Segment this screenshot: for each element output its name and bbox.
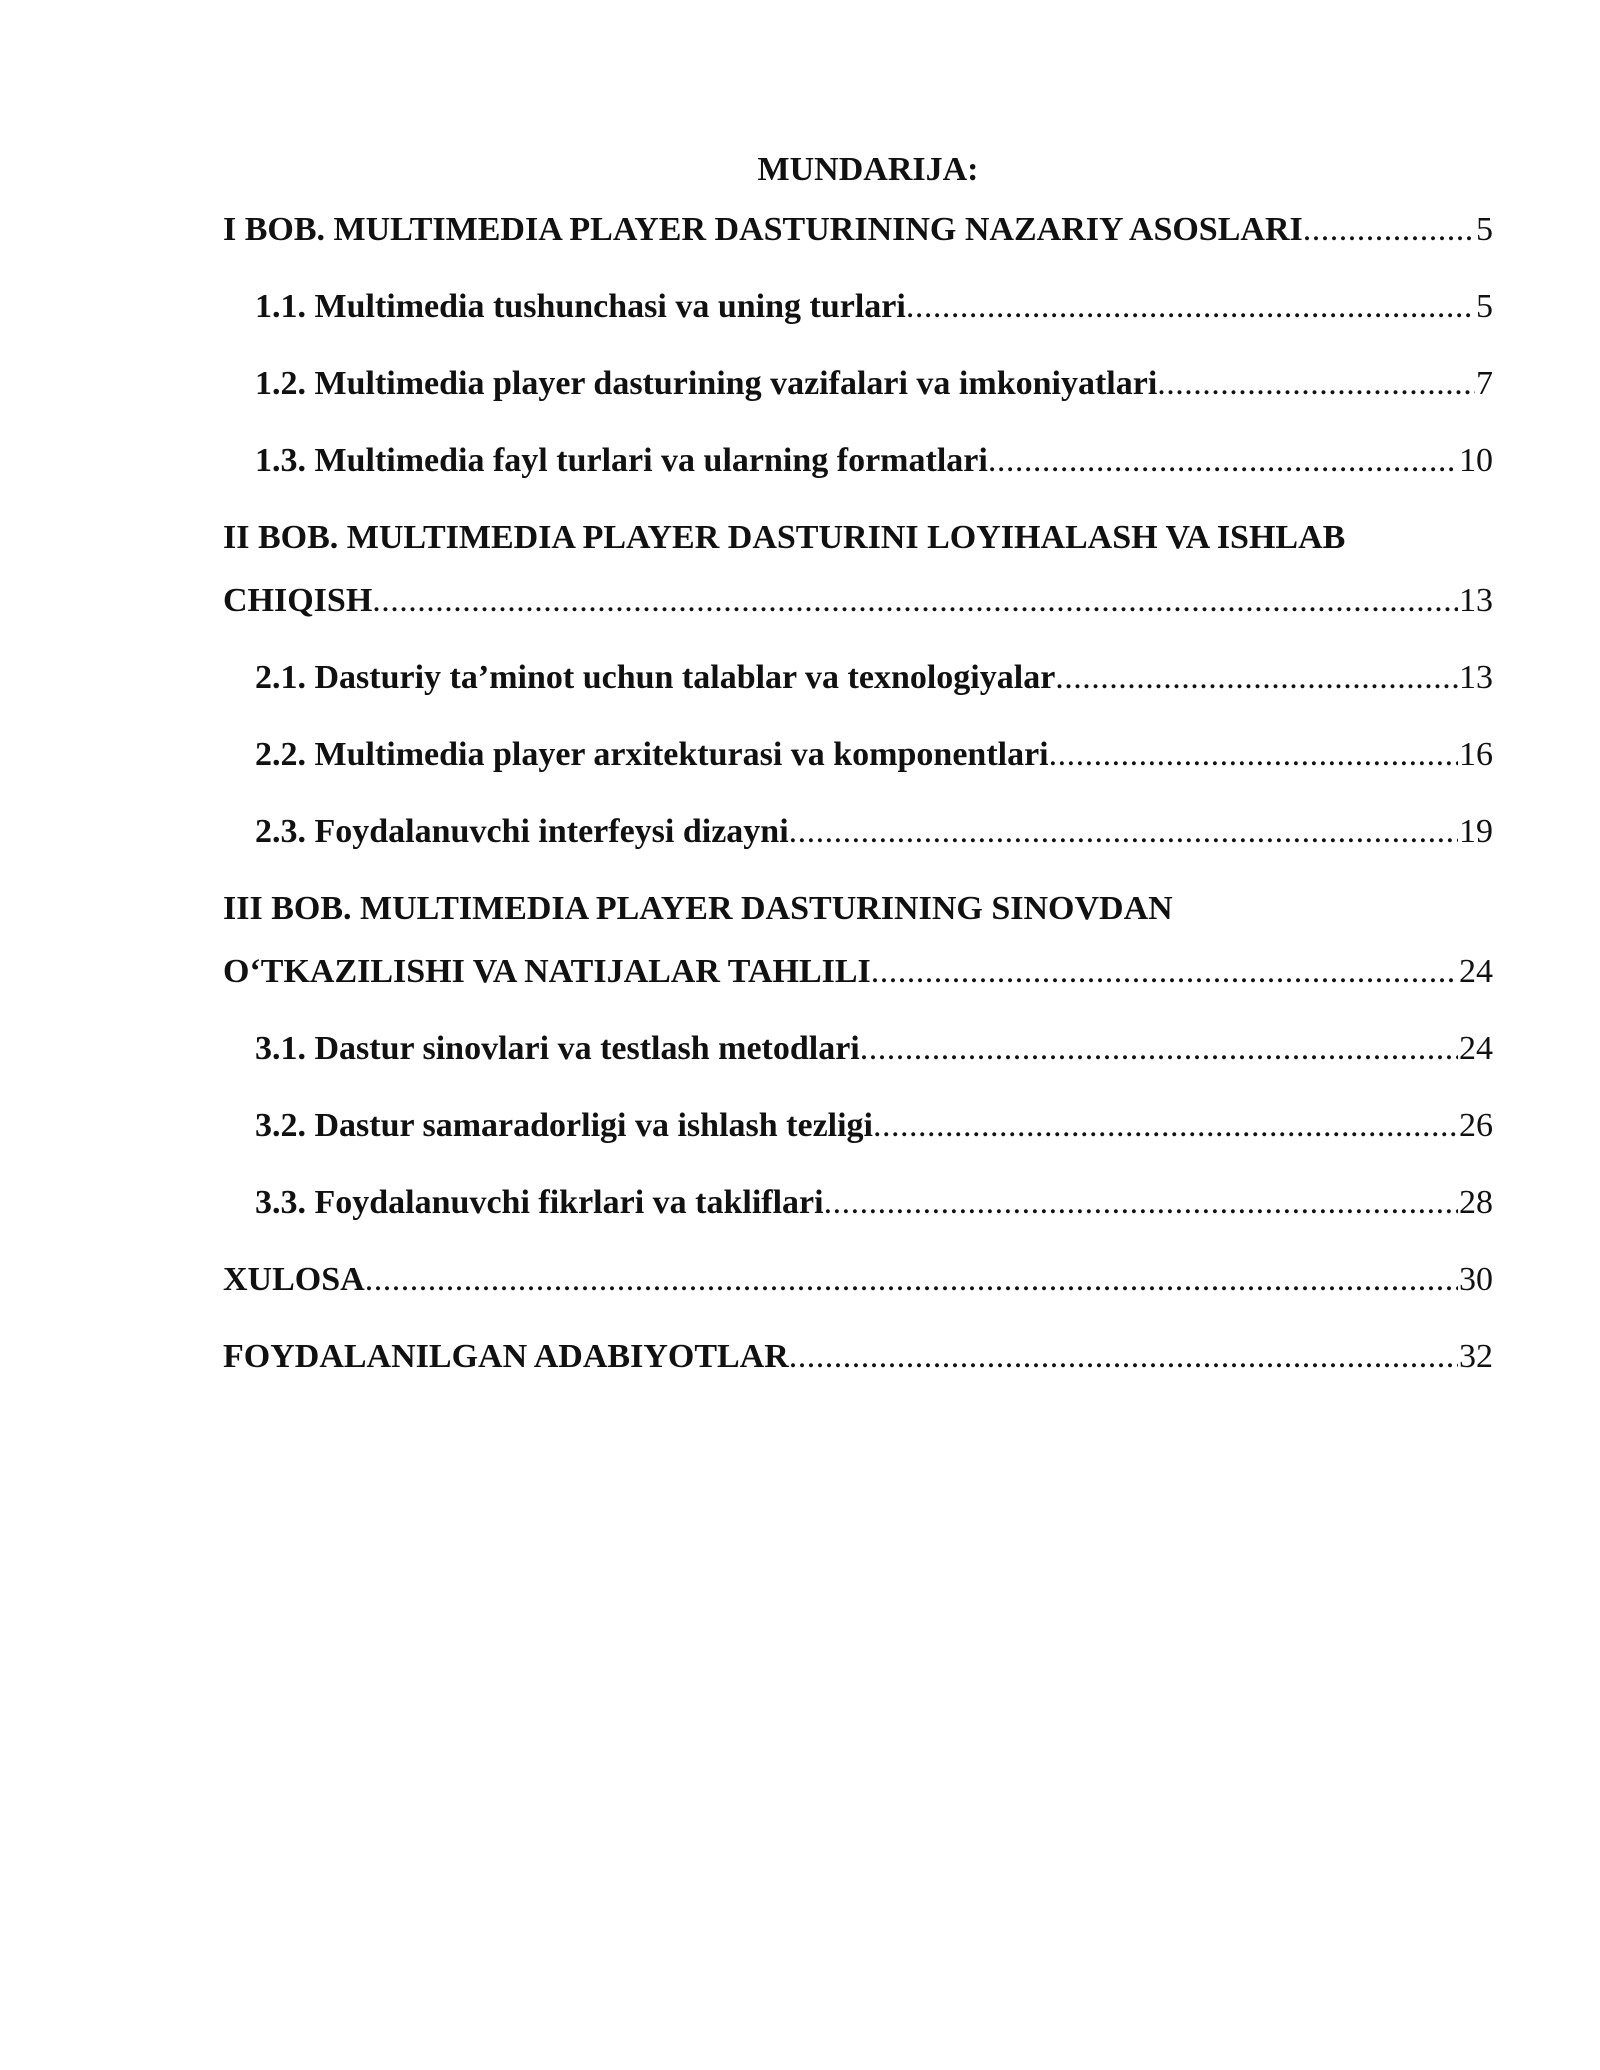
toc-entry-label: FOYDALANILGAN ADABIYOTLAR: [223, 1338, 789, 1375]
toc-page-number: 7: [1476, 365, 1493, 402]
dot-leader: [906, 286, 1475, 328]
toc-entry-label-line1: III BOB. MULTIMEDIA PLAYER DASTURINING SINOVDAN: [223, 890, 1173, 927]
toc-entry-label: I BOB. MULTIMEDIA PLAYER DASTURINING NAZARIY ASOSLARI: [223, 211, 1303, 248]
toc-entry-label: 2.2. Multimedia player arxitekturasi va komponentlari: [255, 736, 1049, 773]
toc-entry-section-3-2[interactable]: [223, 1105, 1493, 1147]
dot-leader: [988, 440, 1458, 482]
dot-leader: [372, 580, 1458, 622]
toc-entry-label: 3.1. Dastur sinovlari va testlash metodlari: [255, 1030, 860, 1067]
toc-page-number: 28: [1459, 1184, 1493, 1221]
dot-leader: [1055, 657, 1458, 699]
toc-entry-section-3-1[interactable]: [223, 1028, 1493, 1070]
toc-page-number: 10: [1459, 442, 1493, 479]
toc-entry-label: 1.2. Multimedia player dasturining vazifalari va imkoniyatlari: [255, 365, 1158, 402]
toc-page-number: 16: [1459, 736, 1493, 773]
toc-title: MUNDARIJA:: [757, 151, 979, 188]
toc-entry-section-1-2[interactable]: [223, 363, 1493, 405]
toc-page-number: 24: [1459, 953, 1493, 990]
toc-entry-section-2-2[interactable]: [223, 734, 1493, 776]
toc-entry-conclusion[interactable]: [223, 1259, 1493, 1301]
toc-page-number: 13: [1459, 582, 1493, 619]
dot-leader: [873, 1105, 1458, 1147]
toc-page-number: 32: [1459, 1338, 1493, 1375]
toc-entry-label: O‘TKAZILISHI VA NATIJALAR TAHLILI: [223, 953, 871, 990]
toc-entry-section-2-1[interactable]: [223, 657, 1493, 699]
toc-entry-label: 2.1. Dasturiy ta’minot uchun talablar va texnologiyalar: [255, 659, 1056, 696]
toc-entry-section-3-3[interactable]: [223, 1182, 1493, 1224]
toc-page-number: 5: [1476, 211, 1493, 248]
toc-entry-label: 3.3. Foydalanuvchi fikrlari va takliflari: [255, 1184, 824, 1221]
toc-entry-chapter-1[interactable]: [223, 209, 1493, 251]
toc-page-number: 19: [1459, 813, 1493, 850]
toc-entry-label: 3.2. Dastur samaradorligi va ishlash tezligi: [255, 1107, 873, 1144]
dot-leader: [871, 951, 1458, 993]
toc-entry-label: XULOSA: [223, 1261, 365, 1298]
toc-entry-chapter-3[interactable]: [223, 888, 1493, 993]
dot-leader: [1049, 734, 1458, 776]
dot-leader: [860, 1028, 1458, 1070]
dot-leader: [824, 1182, 1458, 1224]
toc-page-number: 13: [1459, 659, 1493, 696]
dot-leader: [1157, 363, 1475, 405]
toc-entry-label: 1.1. Multimedia tushunchasi va uning turlari: [255, 288, 906, 325]
dot-leader: [789, 811, 1458, 853]
dot-leader: [789, 1336, 1458, 1378]
toc-entry-label: 2.3. Foydalanuvchi interfeysi dizayni: [255, 813, 789, 850]
dot-leader: [1303, 209, 1475, 251]
toc-entry-label-line1: II BOB. MULTIMEDIA PLAYER DASTURINI LOYIHALASH VA ISHLAB: [223, 519, 1346, 556]
toc-page-number: 5: [1476, 288, 1493, 325]
toc-page-number: 30: [1459, 1261, 1493, 1298]
toc-entry-label: 1.3. Multimedia fayl turlari va ularning formatlari: [255, 442, 988, 479]
toc-entry-chapter-2[interactable]: [223, 517, 1493, 622]
toc-entry-section-1-1[interactable]: [223, 286, 1493, 328]
toc-entry-label: CHIQISH: [223, 582, 373, 619]
toc-page-number: 24: [1459, 1030, 1493, 1067]
toc-entry-section-1-3[interactable]: [223, 440, 1493, 482]
toc-page-number: 26: [1459, 1107, 1493, 1144]
toc-entry-section-2-3[interactable]: [223, 811, 1493, 853]
toc-entry-references[interactable]: [223, 1336, 1493, 1378]
dot-leader: [365, 1259, 1458, 1301]
table-of-contents: [223, 145, 1493, 1413]
